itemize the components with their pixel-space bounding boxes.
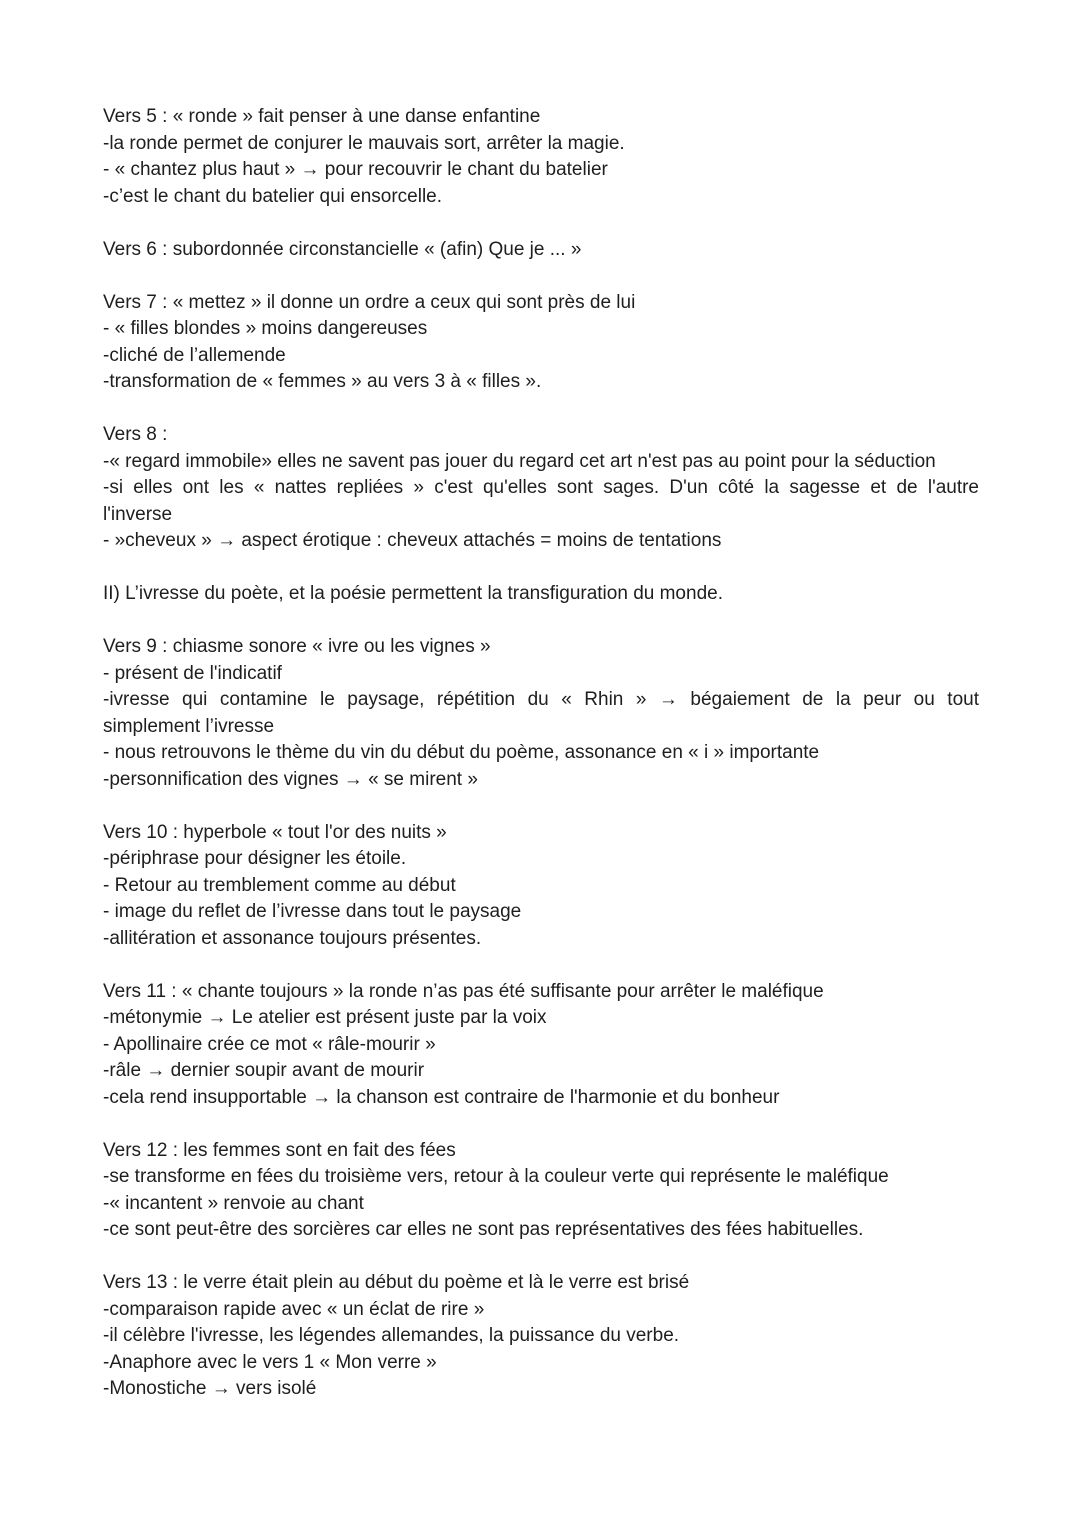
document-page <box>103 104 979 1429</box>
text-line: -cela rend insupportable → la chanson est contraire de l'harmonie et du bonheur <box>103 1086 780 1108</box>
text-line: Vers 12 : les femmes sont en fait des fées <box>103 1139 456 1161</box>
text-line: l'inverse <box>103 503 173 525</box>
text-line: -« regard immobile» elles ne savent pas jouer du regard cet art n'est pas au point pour la séduction <box>103 450 936 472</box>
paragraph-vers-9 <box>103 634 979 793</box>
text-line: Vers 10 : hyperbole « tout l'or des nuits » <box>103 821 447 843</box>
text-line: -périphrase pour désigner les étoile. <box>103 848 407 869</box>
text-line: -Monostiche → vers isolé <box>103 1378 317 1399</box>
text-line: -ivresse qui contamine le paysage, répétition du « Rhin » → bégaiement de la peur ou tout <box>103 689 979 710</box>
section-heading-ii <box>103 581 979 608</box>
text-line: -Anaphore avec le vers 1 « Mon verre » <box>103 1351 437 1373</box>
text-line: Vers 6 : subordonnée circonstancielle « (afin) Que je ... » <box>103 238 582 260</box>
paragraph-vers-13 <box>103 1270 979 1403</box>
text-line: - « filles blondes » moins dangereuses <box>103 318 428 339</box>
text-line: -cliché de l’allemende <box>103 344 286 366</box>
paragraph-vers-10 <box>103 820 979 953</box>
text-line: - présent de l'indicatif <box>103 662 282 684</box>
text-line: -la ronde permet de conjurer le mauvais sort, arrêter la magie. <box>103 132 625 154</box>
text-line: - Retour au tremblement comme au début <box>103 874 456 896</box>
text-line: Vers 11 : « chante toujours » la ronde n’as pas été suffisante pour arrêter le maléfique <box>103 980 824 1002</box>
text-line: Vers 13 : le verre était plein au début du poème et là le verre est brisé <box>103 1272 690 1293</box>
text-line: -métonymie → Le atelier est présent juste par la voix <box>103 1007 547 1028</box>
text-line: - Apollinaire crée ce mot « râle-mourir » <box>103 1033 436 1055</box>
text-line: -personnification des vignes → « se mirent » <box>103 768 478 790</box>
text-line: Vers 9 : chiasme sonore « ivre ou les vignes » <box>103 636 491 657</box>
text-line: -transformation de « femmes » au vers 3 à « filles ». <box>103 371 542 392</box>
text-line: - « chantez plus haut » → pour recouvrir le chant du batelier <box>103 159 608 180</box>
paragraph-vers-11 <box>103 979 979 1112</box>
text-line: -ce sont peut-être des sorcières car elles ne sont pas représentatives des fées habituelles. <box>103 1219 864 1240</box>
paragraph-vers-12 <box>103 1138 979 1244</box>
text-line: Vers 8 : <box>103 424 168 445</box>
text-line: -il célèbre l'ivresse, les légendes allemandes, la puissance du verbe. <box>103 1325 680 1346</box>
text-line: Vers 5 : « ronde » fait penser à une danse enfantine <box>103 106 541 127</box>
paragraph-vers-8 <box>103 422 979 555</box>
text-line: -comparaison rapide avec « un éclat de rire » <box>103 1298 485 1320</box>
text-line: -râle → dernier soupir avant de mourir <box>103 1060 425 1081</box>
text-line: simplement l’ivresse <box>103 715 275 737</box>
text-line: -se transforme en fées du troisième vers, retour à la couleur verte qui représente le maléfique <box>103 1166 889 1187</box>
text-line: -si elles ont les « nattes repliées » c'est qu'elles sont sages. D'un côté la sagesse et de l'autre <box>103 477 979 498</box>
text-line: - nous retrouvons le thème du vin du début du poème, assonance en « i » importante <box>103 742 820 763</box>
paragraph-vers-7 <box>103 290 979 396</box>
section-heading: II) L’ivresse du poète, et la poésie permettent la transfiguration du monde. <box>103 583 723 604</box>
paragraph-vers-5 <box>103 104 979 210</box>
text-line: - »cheveux » → aspect érotique : cheveux attachés = moins de tentations <box>103 530 722 551</box>
paragraph-vers-6 <box>103 237 979 264</box>
text-line: - image du reflet de l’ivresse dans tout le paysage <box>103 901 522 922</box>
text-line: -« incantent » renvoie au chant <box>103 1192 364 1214</box>
text-line: Vers 7 : « mettez » il donne un ordre a ceux qui sont près de lui <box>103 291 636 313</box>
text-line: -allitération et assonance toujours présentes. <box>103 927 482 949</box>
text-line: -c’est le chant du batelier qui ensorcelle. <box>103 185 443 207</box>
